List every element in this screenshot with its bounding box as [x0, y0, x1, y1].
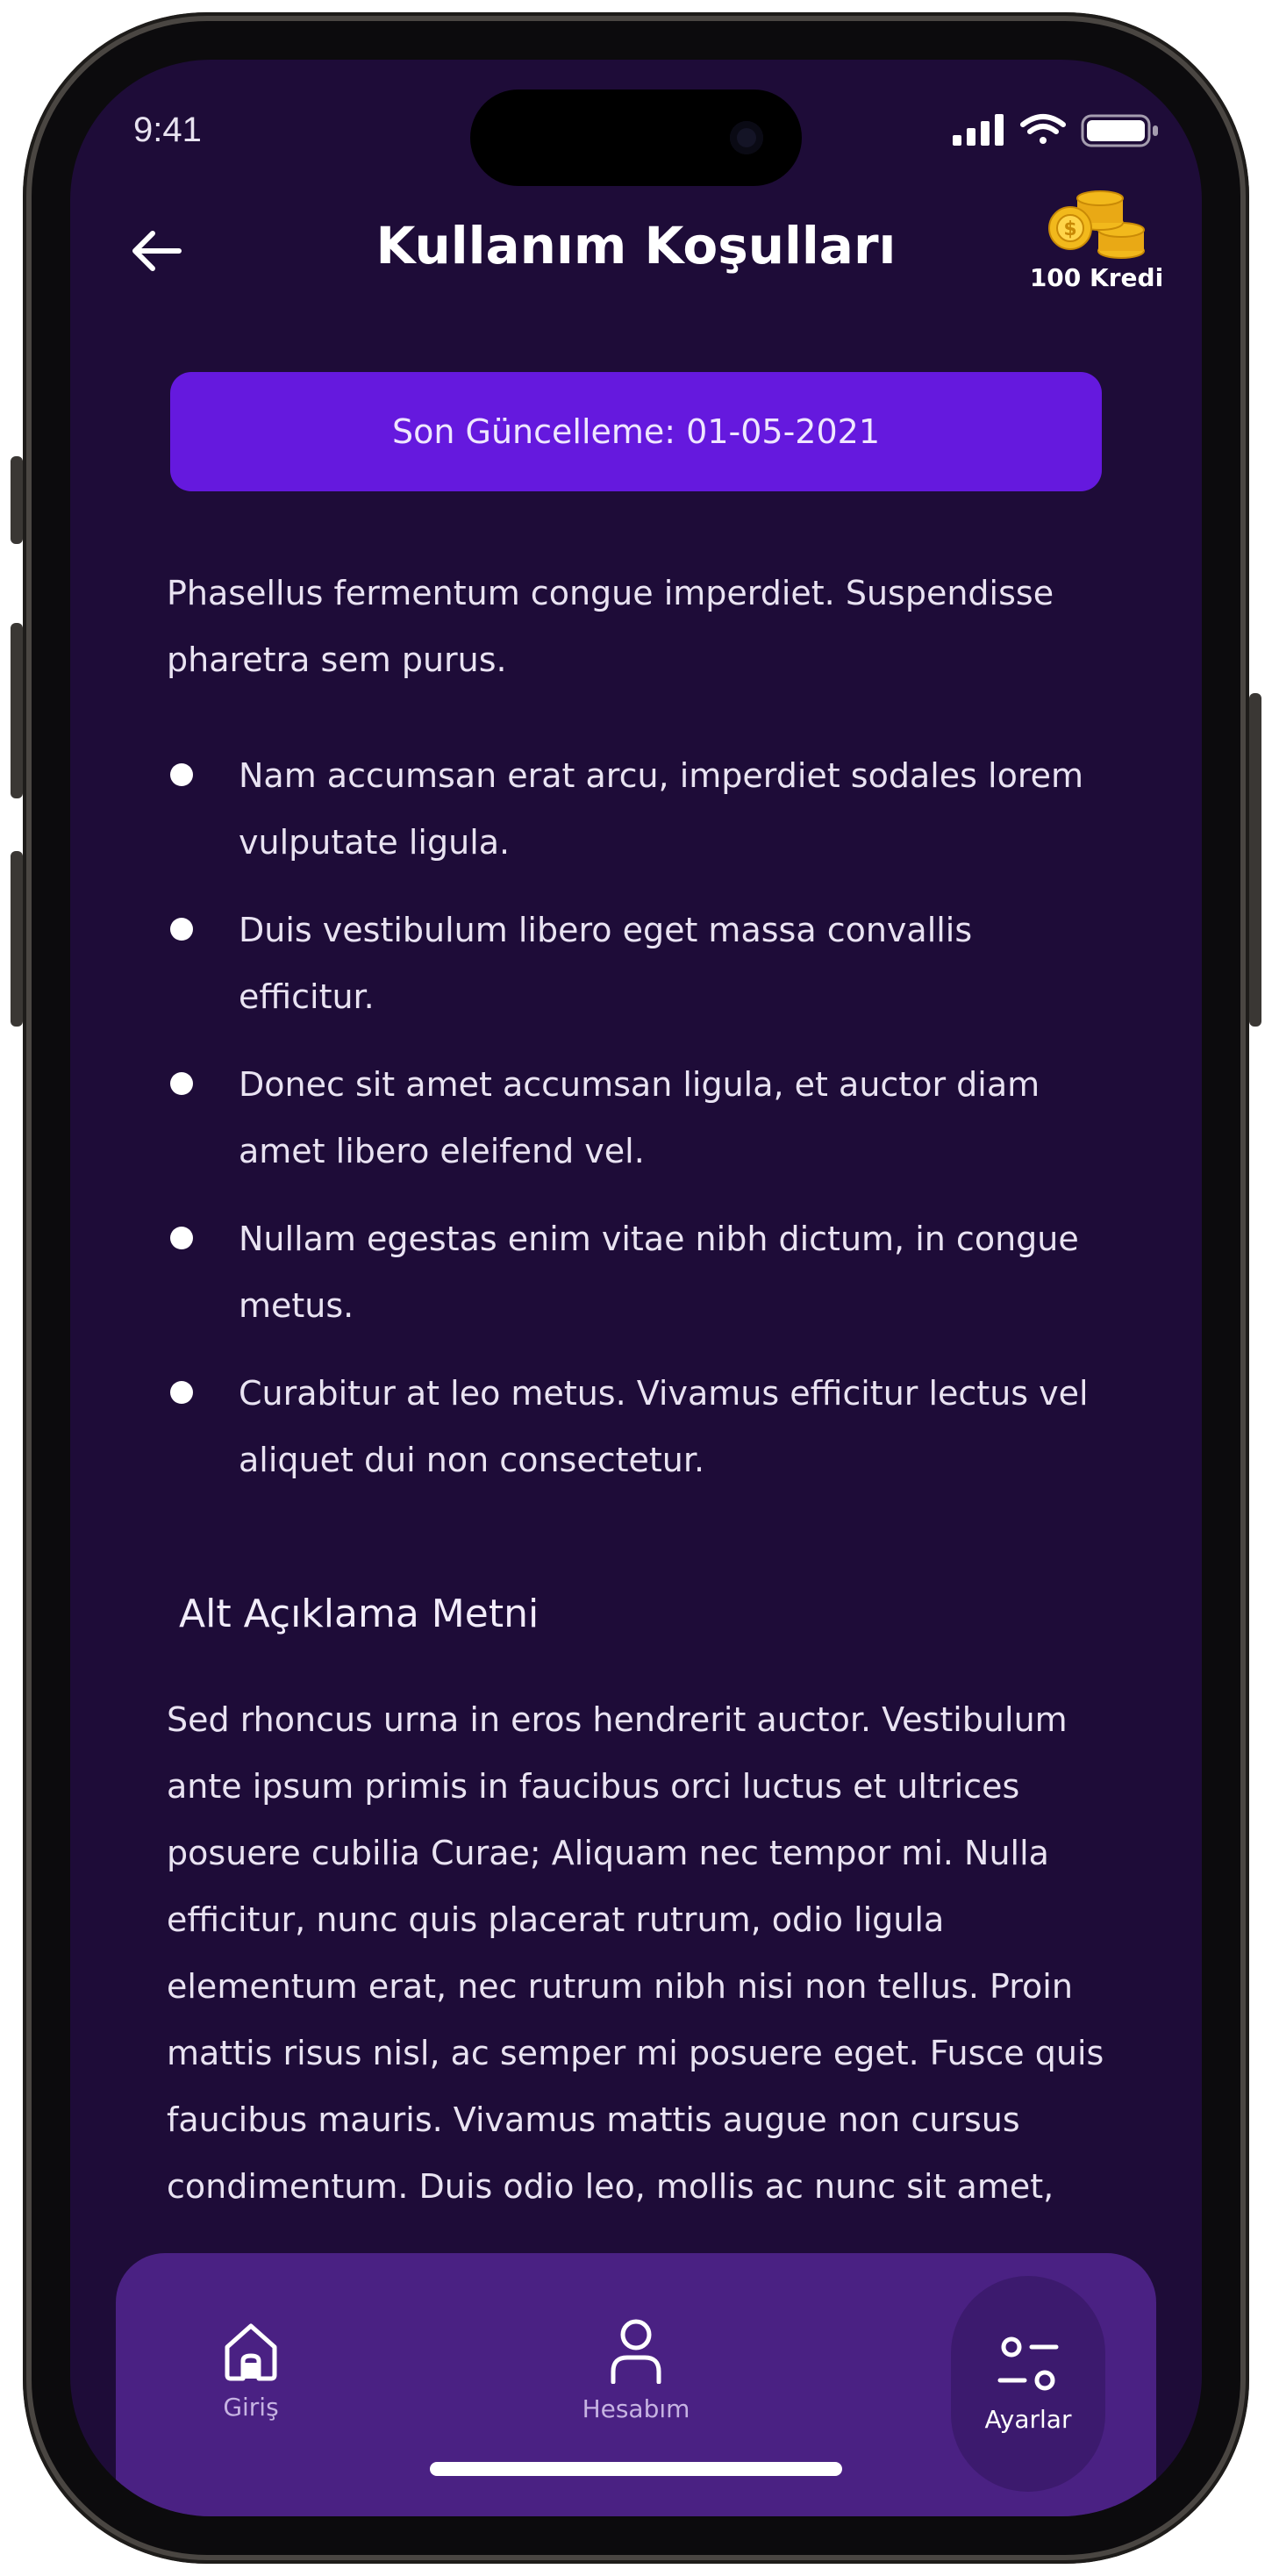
home-icon	[222, 2321, 280, 2382]
credit-balance[interactable]	[1026, 190, 1167, 295]
bullet-icon	[170, 763, 193, 786]
wifi-icon	[1023, 117, 1063, 144]
status-time: 9:41	[133, 111, 202, 149]
action-button	[11, 456, 23, 544]
bullet-text: Curabitur at leo metus. Vivamus efficitur lectus vel aliquet dui non consectetur.	[239, 1374, 1089, 1479]
bullet-icon	[170, 1381, 193, 1404]
arrow-left-icon	[130, 230, 182, 272]
volume-down-button	[11, 851, 23, 1027]
tab-home[interactable]	[154, 2301, 347, 2441]
bullet-text: Duis vestibulum libero eget massa convallis efficitur.	[239, 911, 973, 1016]
intro-paragraph: Phasellus fermentum congue imperdiet. Suspendisse pharetra sem purus.	[167, 574, 1054, 679]
bullet-icon	[170, 918, 193, 941]
list-item	[167, 1360, 1114, 1493]
settings-sliders-icon	[997, 2335, 1060, 2394]
list-item	[167, 897, 1114, 1030]
home-indicator[interactable]	[430, 2462, 842, 2476]
last-update-text: Son Güncelleme: 01-05-2021	[391, 412, 881, 451]
bullet-icon	[170, 1072, 193, 1095]
body-paragraph: Sed rhoncus urna in eros hendrerit auctor. Vestibulum ante ipsum primis in faucibus orci luctus et ultrices posuere cubilia Curae; Aliquam nec tempor mi. Nulla efficitur, nunc quis placerat rutrum, odio ligula elementum erat, nec rutrum nibh nisi non tellus. Proin mattis risus nisl, ac semper mi posuere eget. Fusce quis faucibus mauris. Vivamus mattis augue non cursus condimentum. Duis odio leo, mollis ac nunc sit amet,	[167, 1700, 1104, 2206]
volume-up-button	[11, 623, 23, 798]
camera-icon	[730, 121, 763, 154]
bullet-icon	[170, 1227, 193, 1249]
bullet-text: Nam accumsan erat arcu, imperdiet sodales lorem vulputate ligula.	[239, 756, 1084, 862]
tab-label: Hesabım	[582, 2394, 690, 2423]
credit-label: 100 Kredi	[1029, 263, 1164, 292]
last-update-banner	[170, 372, 1102, 491]
bullet-text: Donec sit amet accumsan ligula, et auctor diam amet libero eleifend vel.	[239, 1065, 1040, 1170]
app-screen	[70, 60, 1202, 2516]
user-icon	[610, 2319, 662, 2384]
signal-icon	[953, 114, 1004, 146]
tab-settings[interactable]	[951, 2276, 1105, 2492]
dynamic-island	[470, 89, 802, 186]
status-icons	[953, 112, 1163, 147]
terms-bullet-list	[167, 742, 1114, 1493]
page-title: Kullanım Koşulları	[375, 216, 897, 275]
svg-text:$: $	[1063, 218, 1077, 240]
tab-label: Ayarlar	[984, 2404, 1072, 2434]
power-button	[1249, 693, 1261, 1027]
bullet-text: Nullam egestas enim vitae nibh dictum, in congue metus.	[239, 1220, 1079, 1325]
bottom-tab-bar	[116, 2253, 1156, 2516]
back-button[interactable]	[121, 216, 191, 286]
gold-coins-icon	[1046, 190, 1147, 260]
terms-content	[167, 560, 1114, 2220]
tab-label: Giriş	[223, 2392, 279, 2422]
list-item	[167, 1206, 1114, 1339]
list-item	[167, 1051, 1114, 1184]
section-subheading: Alt Açıklama Metni	[179, 1592, 540, 1636]
battery-icon	[1083, 116, 1158, 146]
tab-account[interactable]	[540, 2301, 732, 2441]
list-item	[167, 742, 1114, 876]
